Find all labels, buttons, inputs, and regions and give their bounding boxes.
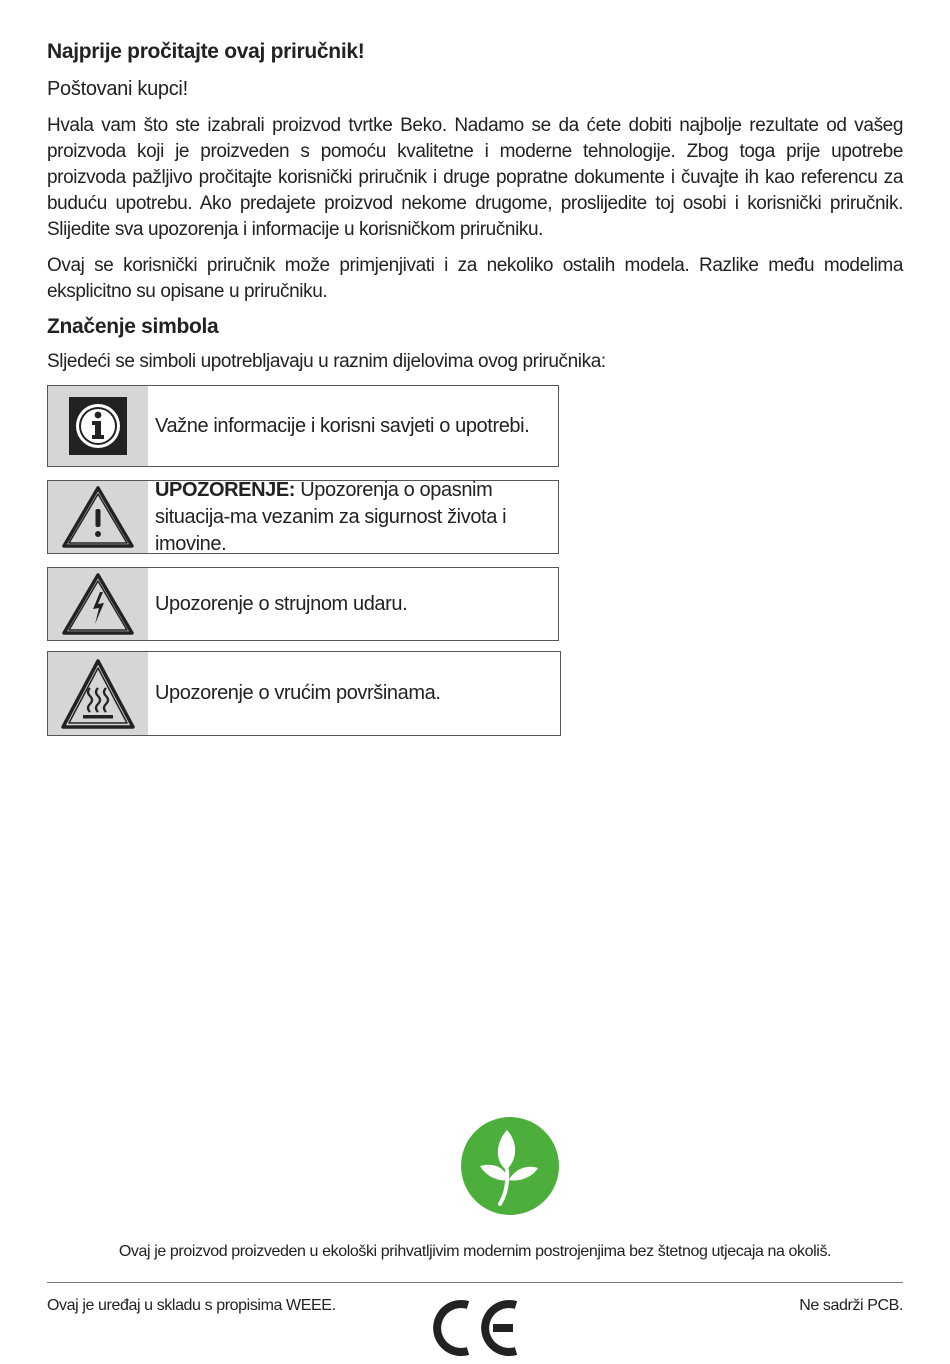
pcb-statement: Ne sadrži PCB. [799, 1297, 903, 1314]
info-icon [68, 396, 128, 456]
symbol-text: Važne informacije i korisni savjeti o upotrebi. [155, 414, 530, 437]
warning-icon [62, 485, 134, 549]
eco-statement: Ovaj je proizvod proizveden u ekološki prihvatljivim modernim postrojenjima bez štetnog utjecaja na okoliš. [118, 1243, 832, 1260]
page-title: Najprije pročitajte ovaj priručnik! [47, 40, 365, 63]
models-paragraph: Ovaj se korisnički priručnik može primjenjivati i za nekoliko ostalih modela. Razlike među modelima eksplicitno su opisane u priručniku. [47, 255, 903, 302]
leaf-icon [460, 1116, 560, 1216]
symbol-text: Upozorenje o strujnom udaru. [155, 592, 408, 615]
intro-paragraph: Hvala vam što ste izabrali proizvod tvrtke Beko. Nadamo se da ćete dobiti najbolje rezultate od vašeg proizvoda koji je proizveden s pomoću kvalitetne i moderne tehnologije. Zbog toga prije upotrebe proizvoda pažljivo pročitajte korisnički priručnik i druge popratne dokumente i čuvajte ih kao referencu za buduću upotrebu. Ako predajete proizvod nekome drugome, proslijedite toj osobi i korisnički priručnik. Slijedite sva upozorenja i informacije u korisničkom priručniku. [47, 115, 903, 240]
symbol-row-electric-shock [47, 567, 559, 641]
ce-mark-icon [431, 1296, 521, 1360]
warning-label: UPOZORENJE: [155, 478, 296, 501]
symbols-heading: Značenje simbola [47, 315, 219, 338]
symbol-row-info [47, 385, 559, 467]
electric-shock-icon [62, 572, 134, 636]
symbol-text: Upozorenja o opasnim situacija-ma vezanim za sigurnost života i imovine. [155, 478, 507, 555]
weee-statement: Ovaj je uređaj u skladu s propisima WEEE. [47, 1297, 336, 1314]
symbol-row-hot-surface [47, 651, 561, 736]
divider [47, 1282, 903, 1283]
symbol-row-warning [47, 480, 559, 554]
hot-surface-icon [61, 658, 135, 730]
symbol-text: Upozorenje o vrućim površinama. [155, 682, 441, 704]
greeting: Poštovani kupci! [47, 78, 188, 100]
symbols-intro: Sljedeći se simboli upotrebljavaju u raznim dijelovima ovog priručnika: [47, 351, 606, 372]
